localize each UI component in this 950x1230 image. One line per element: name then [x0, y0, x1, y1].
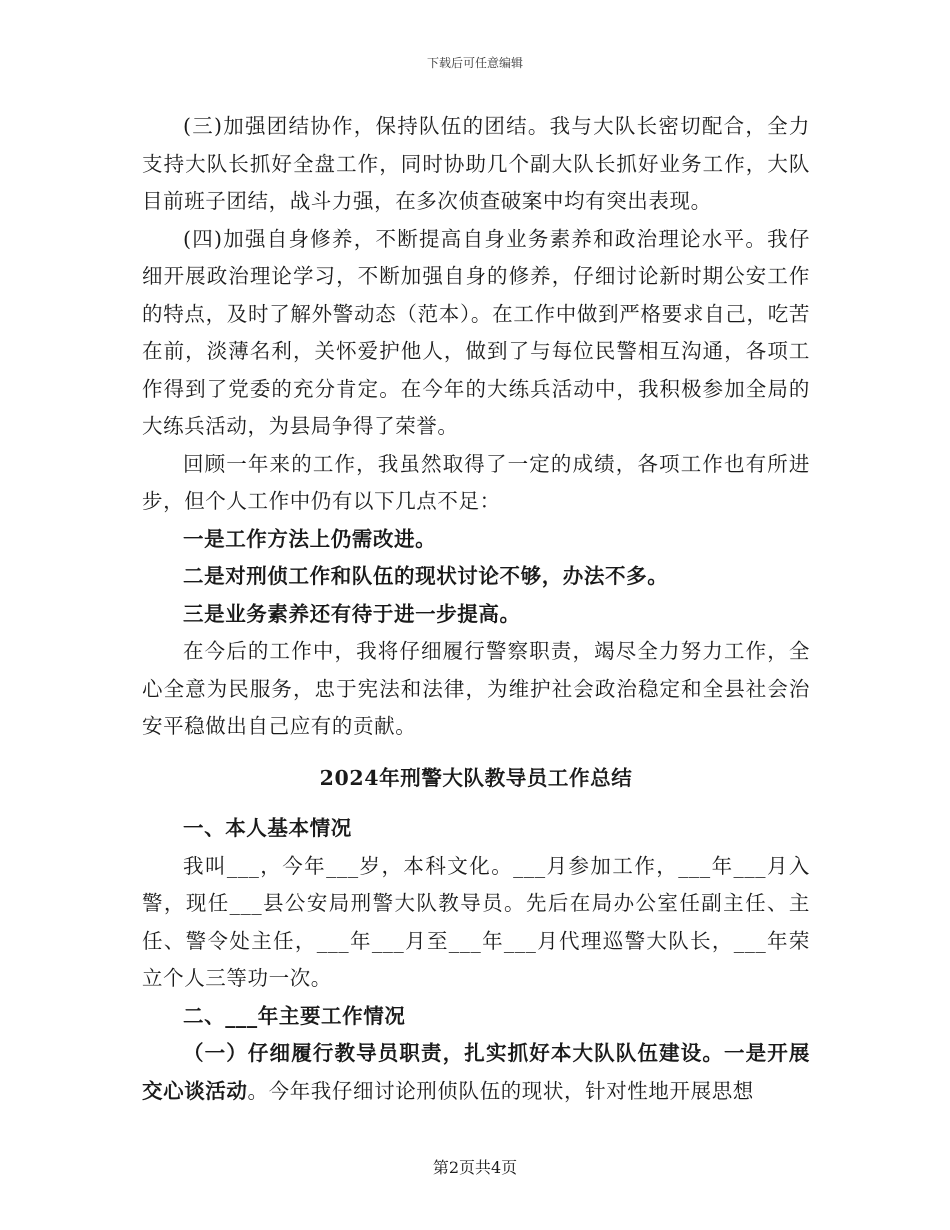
paragraph-unity: (三)加强团结协作，保持队伍的团结。我与大队长密切配合，全力支持大队长抓好全盘工作，同时协助几个副大队长抓好业务工作，大队目前班子团结，战斗力强，在多次侦查破案中均有突出表现。	[142, 114, 810, 213]
document-title: 2024年刑警大队教导员工作总结	[319, 765, 633, 790]
page-footer-number: 第2页共4页	[432, 1158, 518, 1177]
page-header-note: 下载后可任意编辑	[426, 56, 523, 70]
paragraph-main-work	[142, 1035, 810, 1110]
paragraph-self-cultivation: (四)加强自身修养，不断提高自身业务素养和政治理论水平。我仔细开展政治理论学习，不断加强自身的修养，仔细讨论新时期公安工作的特点，及时了解外警动态（范本）。在工作中做到严格要求自己，吃苦在前，淡薄名利，关怀爱护他人，做到了与每位民警相互沟通，各项工作得到了党委的充分肯定。在今年的大练兵活动中，我积极参加全局的大练兵活动，为县局争得了荣誉。	[142, 226, 810, 438]
paragraph-future: 在今后的工作中，我将仔细履行警察职责，竭尽全力努力工作，全心全意为民服务，忠于宪法和法律，为维护社会政治稳定和全县社会治安平稳做出自己应有的贡献。	[142, 639, 810, 738]
section-heading-main-work: 二、___年主要工作情况	[183, 1003, 406, 1028]
section-heading-basic-info: 一、本人基本情况	[183, 816, 352, 840]
main-work-continuation: 。今年我仔细讨论刑侦队伍的现状，针对性地开展思想	[247, 1078, 754, 1103]
main-work-lead-bold: （一）仔细履行教导员职责，扎实抓好本大队队伍建设。一是开展交心谈活动	[142, 1041, 810, 1103]
paragraph-review: 回顾一年来的工作，我虽然取得了一定的成绩，各项工作也有所进步，但个人工作中仍有以下几点不足：	[142, 451, 810, 513]
paragraph-basic-info: 我叫___，今年___岁，本科文化。___月参加工作，___年___月入警，现任___县公安局刑警大队教导员。先后在局办公室任副主任、主任、警令处主任，___年___月至___年___月代理巡警大队长，___年荣立个人三等功一次。	[142, 853, 810, 990]
shortcoming-2: 二是对刑侦工作和队伍的现状讨论不够，办法不多。	[183, 564, 669, 588]
shortcoming-3: 三是业务素养还有待于进一步提高。	[183, 601, 521, 626]
shortcoming-1: 一是工作方法上仍需改进。	[183, 526, 437, 551]
document-body	[142, 108, 810, 1110]
